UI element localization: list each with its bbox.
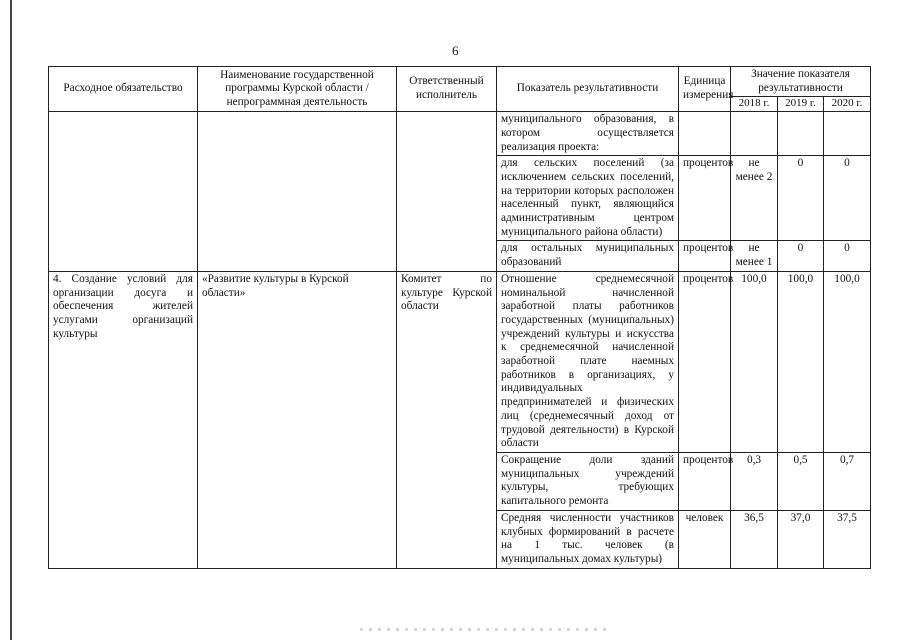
- header-executor: Ответственный исполнитель: [397, 67, 497, 112]
- indicator-cell: Средняя численности участников клубных формирований в расчете на 1 тыс. человек (в муниципальных домах культуры): [497, 510, 679, 568]
- unit-cell: процентов: [679, 452, 731, 510]
- page-edge-line: [10, 0, 12, 640]
- value-2018: не менее 2: [731, 156, 778, 241]
- program-cell: «Развитие культуры в Курской области»: [198, 271, 397, 568]
- indicator-cell: Сокращение доли зданий муниципальных учреждений культуры, требующих капитального ремонта: [497, 452, 679, 510]
- indicator-cell: для остальных муниципальных образований: [497, 241, 679, 271]
- value-2018: 0,3: [731, 452, 778, 510]
- header-row: [49, 67, 871, 97]
- value-2020: 100,0: [824, 271, 871, 452]
- header-values: Значение показателя результативности: [731, 67, 871, 97]
- value-2020: 0,7: [824, 452, 871, 510]
- page-number: 6: [452, 43, 459, 58]
- indicator-cell: для сельских поселений (за исключением сельских поселений, на территории которых расположен населенный пункт, являющийся административным центром муниципального района области): [497, 156, 679, 241]
- value-2020: [824, 112, 871, 156]
- table-row: [49, 271, 871, 452]
- unit-cell: [679, 112, 731, 156]
- value-2019: 37,0: [778, 510, 824, 568]
- unit-cell: процентов: [679, 241, 731, 271]
- header-year-2019: 2019 г.: [778, 97, 824, 112]
- header-program: Наименование государственной программы Курской области / непрограммная деятельность: [198, 67, 397, 112]
- obligation-cell-continued: [49, 112, 198, 272]
- value-2019: 0: [778, 241, 824, 271]
- header-indicator: Показатель результативности: [497, 67, 679, 112]
- program-cell-continued: [198, 112, 397, 272]
- scan-noise: [360, 628, 610, 631]
- value-2020: 37,5: [824, 510, 871, 568]
- header-year-2018: 2018 г.: [731, 97, 778, 112]
- indicator-cell: муниципального образования, в котором осуществляется реализация проекта:: [497, 112, 679, 156]
- unit-cell: процентов: [679, 271, 731, 452]
- value-2019: 0,5: [778, 452, 824, 510]
- unit-cell: человек: [679, 510, 731, 568]
- value-2018: не менее 1: [731, 241, 778, 271]
- header-unit: Единица измерения: [679, 67, 731, 112]
- executor-cell: Комитет по культуре Курской области: [397, 271, 497, 568]
- results-table: [48, 66, 871, 569]
- value-2020: 0: [824, 156, 871, 241]
- value-2019: 100,0: [778, 271, 824, 452]
- obligation-cell: 4. Создание условий для организации досуга и обеспечения жителей услугами организаций культуры: [49, 271, 198, 568]
- value-2018: 36,5: [731, 510, 778, 568]
- unit-cell: процентов: [679, 156, 731, 241]
- value-2018: 100,0: [731, 271, 778, 452]
- value-2019: 0: [778, 156, 824, 241]
- value-2020: 0: [824, 241, 871, 271]
- executor-cell-continued: [397, 112, 497, 272]
- value-2018: [731, 112, 778, 156]
- value-2019: [778, 112, 824, 156]
- indicator-cell: Отношение среднемесячной номинальной начисленной заработной платы работников государственных (муниципальных) учреждений культуры и искусства к среднемесячной начисленной заработной плате наемных работников в организациях, у индивидуальных предпринимателей и физических лиц (среднемесячный доход от трудовой деятельности) в Курской области: [497, 271, 679, 452]
- table-row: [49, 112, 871, 156]
- header-year-2020: 2020 г.: [824, 97, 871, 112]
- header-obligation: Расходное обязательство: [49, 67, 198, 112]
